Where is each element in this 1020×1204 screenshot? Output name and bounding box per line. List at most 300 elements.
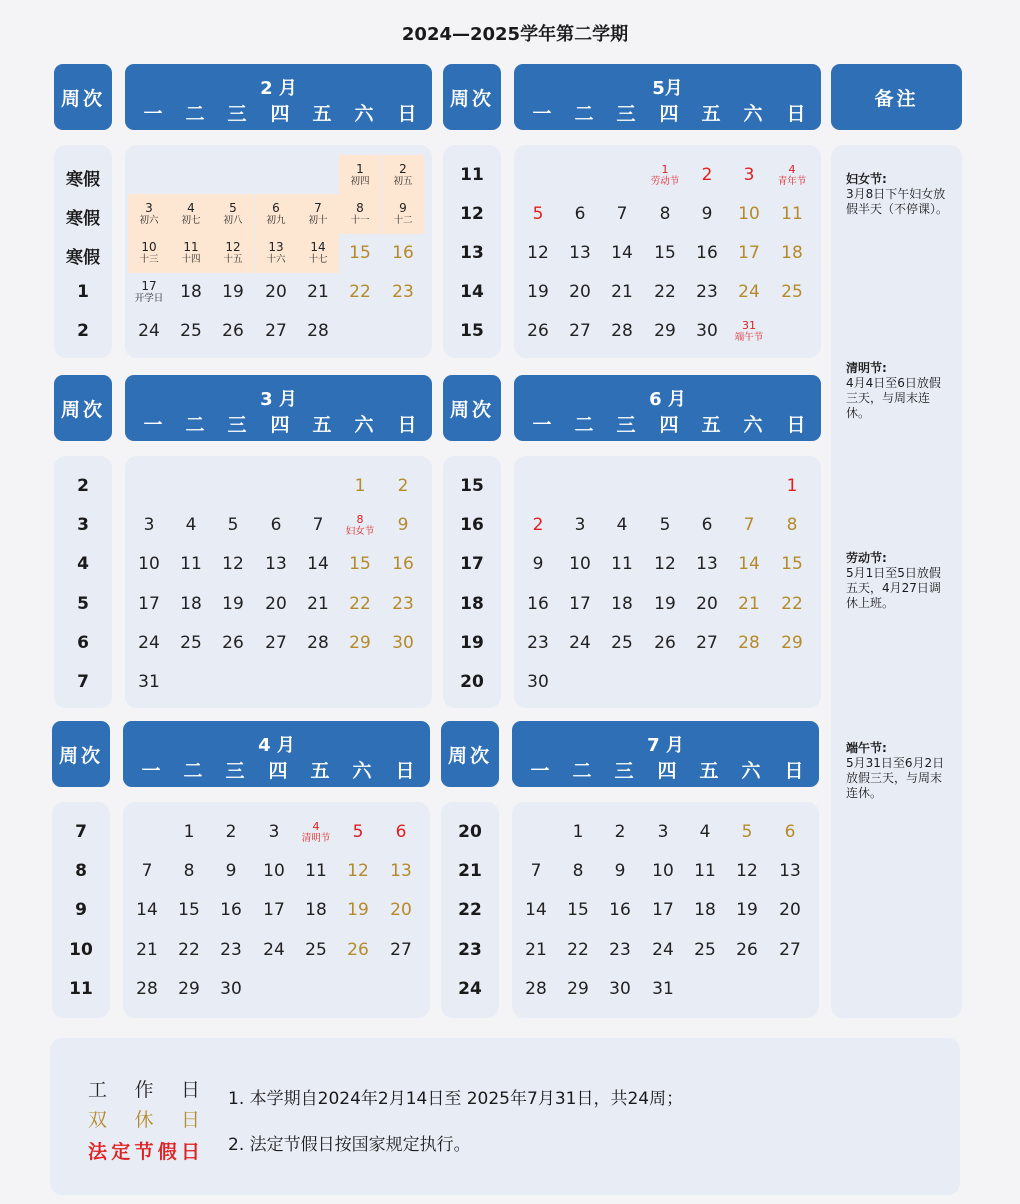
day-cell [644, 194, 686, 234]
day-number: 30 [392, 632, 414, 653]
day-cell [128, 194, 170, 234]
day-number: 30 [527, 672, 549, 692]
legend-line-1: 1. 本学期自2024年2月14日至 2025年7月31日，共24周； [228, 1089, 684, 1109]
weekday-label: 五 [699, 760, 719, 782]
day-cell [255, 272, 297, 312]
week-number: 寒假 [66, 209, 100, 229]
day-number: 11 [694, 861, 716, 882]
day-cell [212, 311, 254, 351]
day-number: 20 [265, 593, 287, 614]
day-sublabel: 十六 [266, 253, 286, 265]
day-number: 22 [178, 939, 200, 960]
day-number: 9 [614, 861, 626, 882]
day-number: 14 [611, 243, 633, 263]
day-cell [728, 505, 770, 545]
day-cell [686, 233, 728, 273]
note-text: 5月1日至5日放假五天，4月27日调休上班。 [846, 566, 941, 610]
note-dragon-boat [846, 741, 952, 801]
day-cell [599, 890, 641, 930]
day-number: 2 [532, 515, 544, 536]
day-number: 16 [609, 900, 631, 921]
day-cell [769, 851, 811, 891]
day-number: 2 [701, 165, 713, 185]
weekday-label: 五 [310, 760, 330, 782]
week-number: 18 [460, 593, 484, 614]
day-number: 15 [178, 900, 200, 921]
day-sublabel: 初十 [308, 214, 328, 226]
weekday-label: 六 [352, 760, 372, 782]
day-number: 21 [307, 282, 329, 302]
day-number: 25 [305, 939, 327, 960]
day-cell [339, 272, 381, 312]
day-cell [517, 194, 559, 234]
day-number: 12 [222, 554, 244, 575]
day-number: 22 [654, 282, 676, 302]
notes-header: 备注 [831, 64, 962, 130]
day-number: 26 [222, 321, 244, 341]
legend-char: 休 [134, 1109, 154, 1131]
day-number: 8 [659, 204, 671, 224]
day-number: 20 [265, 282, 287, 302]
day-number: 7 [530, 861, 542, 882]
day-number: 30 [609, 978, 631, 999]
day-number: 24 [569, 632, 591, 653]
day-cell [557, 930, 599, 970]
day-cell [686, 544, 728, 584]
day-cell [339, 194, 381, 234]
day-cell [728, 155, 770, 195]
day-cell [382, 233, 424, 273]
day-cell [212, 233, 254, 273]
week-number: 24 [458, 978, 482, 999]
day-number: 9 [397, 515, 409, 536]
day-cell [557, 812, 599, 852]
day-cell [297, 505, 339, 545]
day-cell [771, 233, 813, 273]
day-cell [517, 623, 559, 663]
day-cell [382, 272, 424, 312]
day-cell [128, 311, 170, 351]
day-cell [297, 194, 339, 234]
day-cell [684, 851, 726, 891]
day-cell [644, 623, 686, 663]
day-number: 16 [392, 243, 414, 263]
day-number: 22 [349, 282, 371, 302]
day-number: 12 [347, 861, 369, 882]
day-cell [599, 930, 641, 970]
day-number: 13 [779, 861, 801, 882]
day-cell [559, 233, 601, 273]
day-number: 7 [312, 515, 324, 536]
day-cell [168, 890, 210, 930]
day-cell [255, 505, 297, 545]
weekday-row [125, 99, 432, 123]
day-number: 29 [654, 321, 676, 341]
day-number: 6 [272, 200, 280, 215]
day-number: 20 [779, 900, 801, 921]
day-number: 10 [141, 239, 157, 254]
week-number: 1 [77, 282, 89, 302]
day-cell [771, 272, 813, 312]
day-cell [728, 584, 770, 624]
day-cell [644, 155, 686, 195]
day-number: 18 [611, 593, 633, 614]
day-number: 27 [779, 939, 801, 960]
day-cell [297, 623, 339, 663]
day-cell [170, 272, 212, 312]
day-number: 3 [145, 200, 153, 215]
day-number: 3 [657, 822, 669, 842]
day-number: 15 [781, 554, 803, 575]
weekday-row [125, 410, 432, 434]
day-cell [644, 272, 686, 312]
note-text: 4月4日至6日放假三天，与周末连休。 [846, 376, 941, 420]
day-cell [642, 851, 684, 891]
day-number: 5 [659, 515, 671, 536]
week-number: 21 [458, 861, 482, 882]
month-days [512, 802, 819, 1018]
weekday-label: 三 [227, 414, 247, 436]
day-cell [337, 812, 379, 852]
day-number: 14 [307, 554, 329, 575]
weekday-label: 日 [397, 414, 417, 436]
day-cell [382, 194, 424, 234]
weekday-label: 三 [616, 414, 636, 436]
weekday-label: 五 [701, 103, 721, 125]
day-cell [255, 311, 297, 351]
weekday-label: 一 [143, 103, 163, 125]
day-number: 19 [222, 593, 244, 614]
day-cell [559, 194, 601, 234]
day-cell [339, 623, 381, 663]
weekday-row [123, 756, 430, 780]
day-number: 27 [696, 632, 718, 653]
day-number: 31 [138, 672, 160, 692]
week-header: 周次 [54, 64, 112, 130]
day-number: 11 [183, 239, 199, 254]
day-cell [515, 969, 557, 1009]
day-number: 4 [699, 822, 711, 842]
day-cell [339, 466, 381, 506]
day-cell [686, 155, 728, 195]
note-title: 端午节: [846, 741, 887, 755]
day-cell [255, 584, 297, 624]
week-number: 7 [75, 822, 87, 842]
day-number: 21 [738, 593, 760, 614]
weekday-label: 四 [270, 103, 290, 125]
weekday-row [514, 99, 821, 123]
day-number: 19 [222, 282, 244, 302]
day-number: 26 [347, 939, 369, 960]
day-cell [517, 584, 559, 624]
day-cell [771, 155, 813, 195]
day-cell [339, 544, 381, 584]
weekday-label: 四 [659, 414, 679, 436]
weekday-row [512, 756, 819, 780]
week-number: 2 [77, 476, 89, 496]
day-number: 18 [781, 243, 803, 263]
week-number: 9 [75, 900, 87, 921]
day-cell [210, 969, 252, 1009]
day-number: 23 [527, 632, 549, 653]
day-cell [297, 311, 339, 351]
week-column [443, 145, 501, 358]
week-column [54, 456, 112, 708]
day-cell [559, 505, 601, 545]
day-cell [515, 930, 557, 970]
day-cell [168, 930, 210, 970]
day-number: 29 [567, 978, 589, 999]
day-number: 9 [532, 554, 544, 575]
day-cell [557, 890, 599, 930]
day-number: 13 [268, 239, 284, 254]
day-cell [601, 233, 643, 273]
weekday-label: 二 [185, 414, 205, 436]
week-number: 2 [77, 321, 89, 341]
week-number: 15 [460, 476, 484, 496]
day-cell [601, 311, 643, 351]
day-number: 22 [781, 593, 803, 614]
day-cell [126, 890, 168, 930]
day-cell [771, 466, 813, 506]
day-number: 28 [611, 321, 633, 341]
weekday-label: 四 [659, 103, 679, 125]
day-number: 17 [138, 593, 160, 614]
day-number: 25 [781, 282, 803, 302]
notes-panel [831, 145, 962, 1018]
day-number: 27 [390, 939, 412, 960]
day-number: 2 [614, 822, 626, 842]
day-cell [295, 851, 337, 891]
weekday-label: 五 [701, 414, 721, 436]
day-number: 7 [314, 200, 322, 215]
day-cell [515, 890, 557, 930]
week-number: 19 [460, 632, 484, 653]
legend-char: 假 [157, 1141, 177, 1163]
day-number: 17 [652, 900, 674, 921]
day-number: 20 [569, 282, 591, 302]
day-number: 5 [352, 822, 364, 842]
week-number: 17 [460, 554, 484, 575]
day-number: 1 [356, 161, 364, 176]
legend-line-2: 2. 法定节假日按国家规定执行。 [228, 1135, 471, 1155]
legend-char: 双 [88, 1109, 108, 1131]
weekday-label: 四 [268, 760, 288, 782]
month-header [512, 721, 819, 787]
week-number: 12 [460, 204, 484, 224]
day-number: 18 [180, 282, 202, 302]
day-cell [382, 505, 424, 545]
day-number: 8 [572, 861, 584, 882]
day-cell [210, 930, 252, 970]
day-number: 2 [399, 161, 407, 176]
day-sublabel: 十三 [139, 253, 159, 265]
day-number: 6 [784, 822, 796, 842]
weekday-label: 六 [741, 760, 761, 782]
month-header [123, 721, 430, 787]
day-cell [128, 623, 170, 663]
weekday-row [514, 410, 821, 434]
day-number: 13 [696, 554, 718, 575]
day-number: 10 [738, 204, 760, 224]
day-number: 26 [736, 939, 758, 960]
week-header: 周次 [443, 375, 501, 441]
day-number: 8 [356, 512, 364, 526]
day-cell [382, 623, 424, 663]
day-number: 28 [307, 321, 329, 341]
day-number: 8 [356, 200, 364, 215]
day-number: 14 [136, 900, 158, 921]
week-number: 16 [460, 515, 484, 536]
day-cell [255, 233, 297, 273]
month-title: 2 月 [260, 78, 297, 99]
weekday-label: 日 [784, 760, 804, 782]
week-header: 周次 [52, 721, 110, 787]
day-number: 30 [220, 978, 242, 999]
day-number: 18 [694, 900, 716, 921]
day-number: 11 [180, 554, 202, 575]
day-number: 23 [220, 939, 242, 960]
day-cell [601, 623, 643, 663]
day-cell [210, 812, 252, 852]
week-number: 22 [458, 900, 482, 921]
day-number: 3 [574, 515, 586, 536]
day-cell [771, 544, 813, 584]
day-cell [644, 505, 686, 545]
note-labour-day [846, 551, 952, 611]
day-sublabel: 十七 [308, 253, 328, 265]
day-number: 14 [738, 554, 760, 575]
day-cell [170, 623, 212, 663]
day-cell [170, 584, 212, 624]
month-days [123, 802, 430, 1018]
weekday-label: 一 [530, 760, 550, 782]
day-number: 1 [354, 476, 366, 496]
day-number: 19 [527, 282, 549, 302]
day-cell [297, 233, 339, 273]
day-number: 16 [696, 243, 718, 263]
day-number: 17 [141, 278, 157, 293]
day-sublabel: 初四 [350, 175, 370, 187]
day-number: 14 [525, 900, 547, 921]
legend-char: 日 [180, 1141, 200, 1163]
week-number: 5 [77, 593, 89, 614]
day-cell [644, 544, 686, 584]
day-cell [726, 930, 768, 970]
day-number: 6 [270, 515, 282, 536]
day-number: 24 [138, 632, 160, 653]
day-number: 23 [392, 282, 414, 302]
weekday-label: 一 [143, 414, 163, 436]
day-number: 21 [307, 593, 329, 614]
day-cell [728, 311, 770, 351]
day-sublabel: 初六 [139, 214, 159, 226]
weekday-label: 六 [743, 103, 763, 125]
day-cell [686, 584, 728, 624]
week-number: 11 [460, 165, 484, 185]
day-number: 25 [180, 632, 202, 653]
day-cell [295, 930, 337, 970]
day-number: 20 [390, 900, 412, 921]
weekday-label: 三 [227, 103, 247, 125]
day-number: 26 [527, 321, 549, 341]
legend-char: 法 [88, 1141, 108, 1163]
day-number: 7 [743, 515, 755, 536]
day-sublabel: 初九 [266, 214, 286, 226]
day-cell [255, 544, 297, 584]
day-number: 3 [743, 165, 755, 185]
day-cell [559, 272, 601, 312]
day-cell [212, 544, 254, 584]
legend-holiday [88, 1137, 200, 1164]
day-number: 20 [696, 593, 718, 614]
day-number: 27 [265, 632, 287, 653]
day-cell [769, 890, 811, 930]
day-sublabel: 妇女节 [345, 525, 375, 537]
day-number: 19 [347, 900, 369, 921]
day-number: 27 [265, 321, 287, 341]
day-sublabel: 十四 [181, 253, 201, 265]
day-number: 5 [532, 204, 544, 224]
note-text: 3月8日下午妇女放假半天（不停课）。 [846, 187, 949, 216]
day-number: 24 [652, 939, 674, 960]
note-title: 妇女节: [846, 172, 887, 186]
day-cell [382, 466, 424, 506]
day-sublabel: 端午节 [734, 331, 764, 343]
day-number: 11 [611, 554, 633, 575]
day-number: 13 [265, 554, 287, 575]
day-cell [382, 544, 424, 584]
day-cell [126, 969, 168, 1009]
day-number: 25 [694, 939, 716, 960]
day-cell [210, 890, 252, 930]
day-cell [212, 623, 254, 663]
day-number: 3 [268, 822, 280, 842]
day-sublabel: 青年节 [777, 175, 807, 187]
day-cell [771, 505, 813, 545]
note-title: 清明节: [846, 361, 887, 375]
week-number: 13 [460, 243, 484, 263]
day-cell [253, 812, 295, 852]
weekday-label: 五 [312, 103, 332, 125]
day-number: 4 [312, 819, 320, 833]
day-cell [601, 584, 643, 624]
week-column [54, 145, 112, 358]
day-number: 2 [225, 822, 237, 842]
weekday-label: 二 [183, 760, 203, 782]
day-number: 22 [349, 593, 371, 614]
week-number: 8 [75, 861, 87, 882]
weekday-label: 二 [185, 103, 205, 125]
day-cell [517, 505, 559, 545]
day-cell [380, 812, 422, 852]
day-number: 31 [742, 318, 756, 332]
day-number: 4 [187, 200, 195, 215]
day-number: 12 [527, 243, 549, 263]
day-number: 2 [397, 476, 409, 496]
day-cell [517, 662, 559, 702]
day-number: 24 [138, 321, 160, 341]
day-number: 10 [569, 554, 591, 575]
day-number: 4 [185, 515, 197, 536]
day-number: 10 [263, 861, 285, 882]
day-sublabel: 劳动节 [650, 175, 680, 187]
day-cell [380, 930, 422, 970]
day-cell [728, 194, 770, 234]
weekday-label: 二 [574, 414, 594, 436]
day-cell [559, 544, 601, 584]
legend-char: 日 [180, 1079, 200, 1101]
